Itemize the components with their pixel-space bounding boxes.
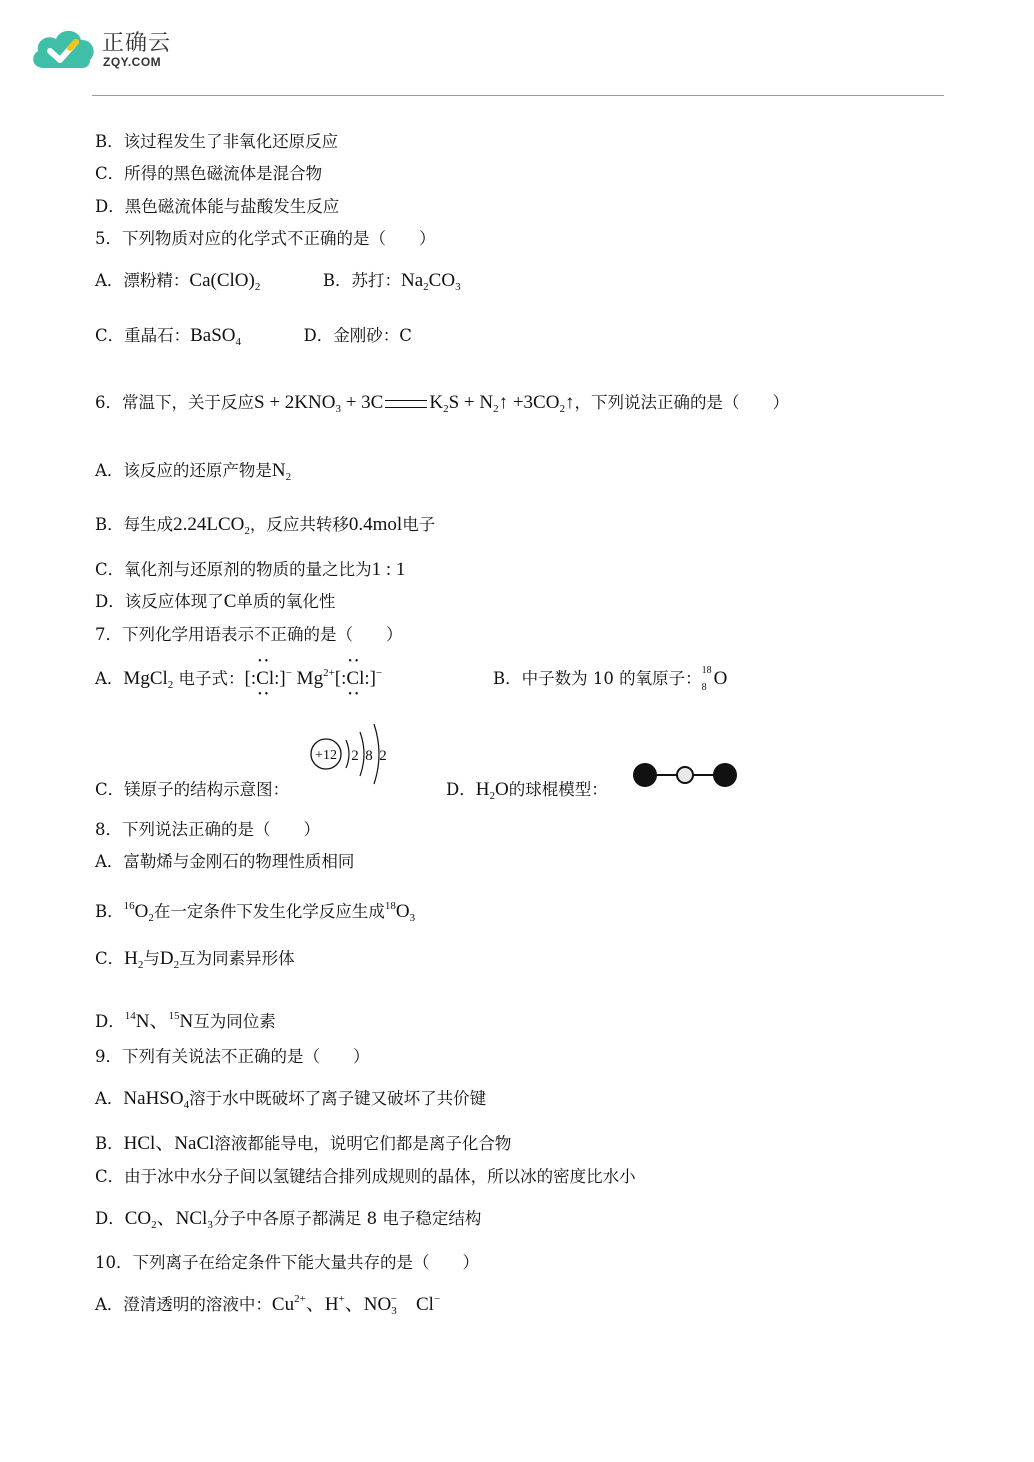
h2o-ball-stick-model [631,758,741,792]
q8-option-d: D．$^{14}$N、$^{15}$N互为同位素 [95,1010,276,1032]
question-10: 10．下列离子在给定条件下能大量共存的是（ ） [95,1253,479,1272]
svg-text:2: 2 [379,748,387,764]
q7-option-b: B．中子数为 10 的氧原子： 18 8 O [493,664,728,693]
q6-c-text: C．氧化剂与还原剂的物质的量之比为 [95,560,372,579]
svg-text:8: 8 [365,748,373,764]
q9-b-post: 溶液都能导电，说明它们都是离子化合物 [214,1134,512,1153]
q9-d-post: 分子中各原子都满足 8 电子稳定结构 [212,1209,482,1228]
q5-row-ab: A．漂粉精：$Ca(ClO)_2$ B．苏打：$Na_2CO_3$ [95,270,461,293]
question-9: 9．下列有关说法不正确的是（ ） [95,1047,370,1066]
q7-option-d: D．$H_2O$的球棍模型： [446,779,608,802]
q7-d-pre: D． [446,780,476,799]
q6-d-post: 单质的氧化性 [236,592,336,611]
q9-option-c: C．由于冰中水分子间以氢键结合排列成规则的晶体，所以冰的密度比水小 [95,1167,636,1186]
q9-option-a: A．NaHSO$_4$溶于水中既破坏了离子键又破坏了共价键 [95,1088,487,1111]
brand-name: 正确云 [102,31,172,56]
q6-b-post: ，反应共转移 [249,515,349,534]
q8-d-post: 互为同位素 [193,1012,276,1031]
svg-text:2: 2 [351,748,359,764]
q6-option-c: C．氧化剂与还原剂的物质的量之比为1 : 1 [95,559,406,580]
q6-option-d: D．该反应体现了C单质的氧化性 [95,591,336,612]
q7-option-c: C．镁原子的结构示意图： [95,780,290,799]
q8-option-b: B．$^{16}O_2$在一定条件下发生化学反应生成$^{18}O_3$ [95,900,416,924]
zqy-logo [30,22,180,74]
q10-a-label: A．澄清透明的溶液中： [95,1295,272,1314]
q6-a-text: A．该反应的还原产物是 [95,461,272,480]
q9-b-label: B． [95,1134,124,1153]
q7-d-post: 的球棍模型： [508,780,608,799]
q7-a-label: A． [95,669,124,688]
q9-option-b: B．HCl、NaCl溶液都能导电，说明它们都是离子化合物 [95,1133,512,1154]
q8-c-mid: 与 [143,949,160,968]
option-c: C．所得的黑色磁流体是混合物 [95,164,323,183]
header-divider [92,95,944,96]
q8-b-mid: 在一定条件下发生化学反应生成 [153,902,385,921]
svg-text:+12: +12 [315,748,337,763]
q9-d-label: D． [95,1209,125,1228]
q9-a-label: A． [95,1089,124,1108]
question-7: 7．下列化学用语表示不正确的是（ ） [95,625,403,644]
q6-b-pre: B．每生成 [95,515,174,534]
q6-option-a: A．该反应的还原产物是$N_2$ [95,460,292,483]
q5-c-label: C．重晶石： [95,326,191,345]
question-5: 5．下列物质对应的化学式不正确的是（ ） [95,229,436,248]
q5-a-label: A．漂粉精： [95,271,190,290]
q5-d: D．金刚砂：C [303,326,412,345]
q6-suffix: ，下列说法正确的是（ ） [574,393,789,412]
q10-option-a: A．澄清透明的溶液中：$Cu^{2+}$、H+、$NO_3^-$ Cl− [95,1293,441,1317]
question-6: 6．常温下，关于反应$S + 2KNO_3 + 3C$ $K_2S$ + $N_2↑$ $+3CO_2↑$，下列说法正确的是（ ） [95,392,789,415]
cloud-check-icon [30,22,98,74]
q7-option-a: A．MgCl$_2$ 电子式：[:Cl •• •• :]− $Mg^{2+}[:Cl$ •• •• :]− [95,656,383,700]
brand-domain: ZQY.COM [103,55,162,69]
q8-option-a: A．富勒烯与金刚石的物理性质相同 [95,852,355,871]
q6-prefix: 6．常温下，关于反应 [95,393,254,412]
q9-a-post: 溶于水中既破坏了离子键又破坏了共价键 [189,1089,487,1108]
q7-b-text: B．中子数为 10 的氧原子： [493,669,702,688]
q8-c-post: 互为同素异形体 [179,949,295,968]
mg-atom-structure-diagram [306,718,396,790]
q8-b-label: B． [95,902,124,921]
q8-d-label: D． [95,1012,125,1031]
q5-b-label: B．苏打： [322,271,401,290]
q6-d-pre: D．该反应体现了 [95,592,224,611]
q5-row-cd: C．重晶石：BaSO$_4$ D．金刚砂：C [95,325,412,348]
question-8: 8．下列说法正确的是（ ） [95,820,320,839]
q8-option-c: C．$H_2$与$D_2$互为同素异形体 [95,948,295,971]
q7-a-text: 电子式： [178,669,245,688]
q8-c-label: C． [95,949,125,968]
q6-b-end: 电子 [402,515,436,534]
option-b: B．该过程发生了非氧化还原反应 [95,132,339,151]
option-d: D．黑色磁流体能与盐酸发生反应 [95,197,340,216]
q6-option-b: B．每生成$2.24LCO_2$，反应共转移0.4mol电子 [95,514,436,537]
q9-option-d: D．$CO_2$、NCl$_3$分子中各原子都满足 8 电子稳定结构 [95,1208,482,1231]
